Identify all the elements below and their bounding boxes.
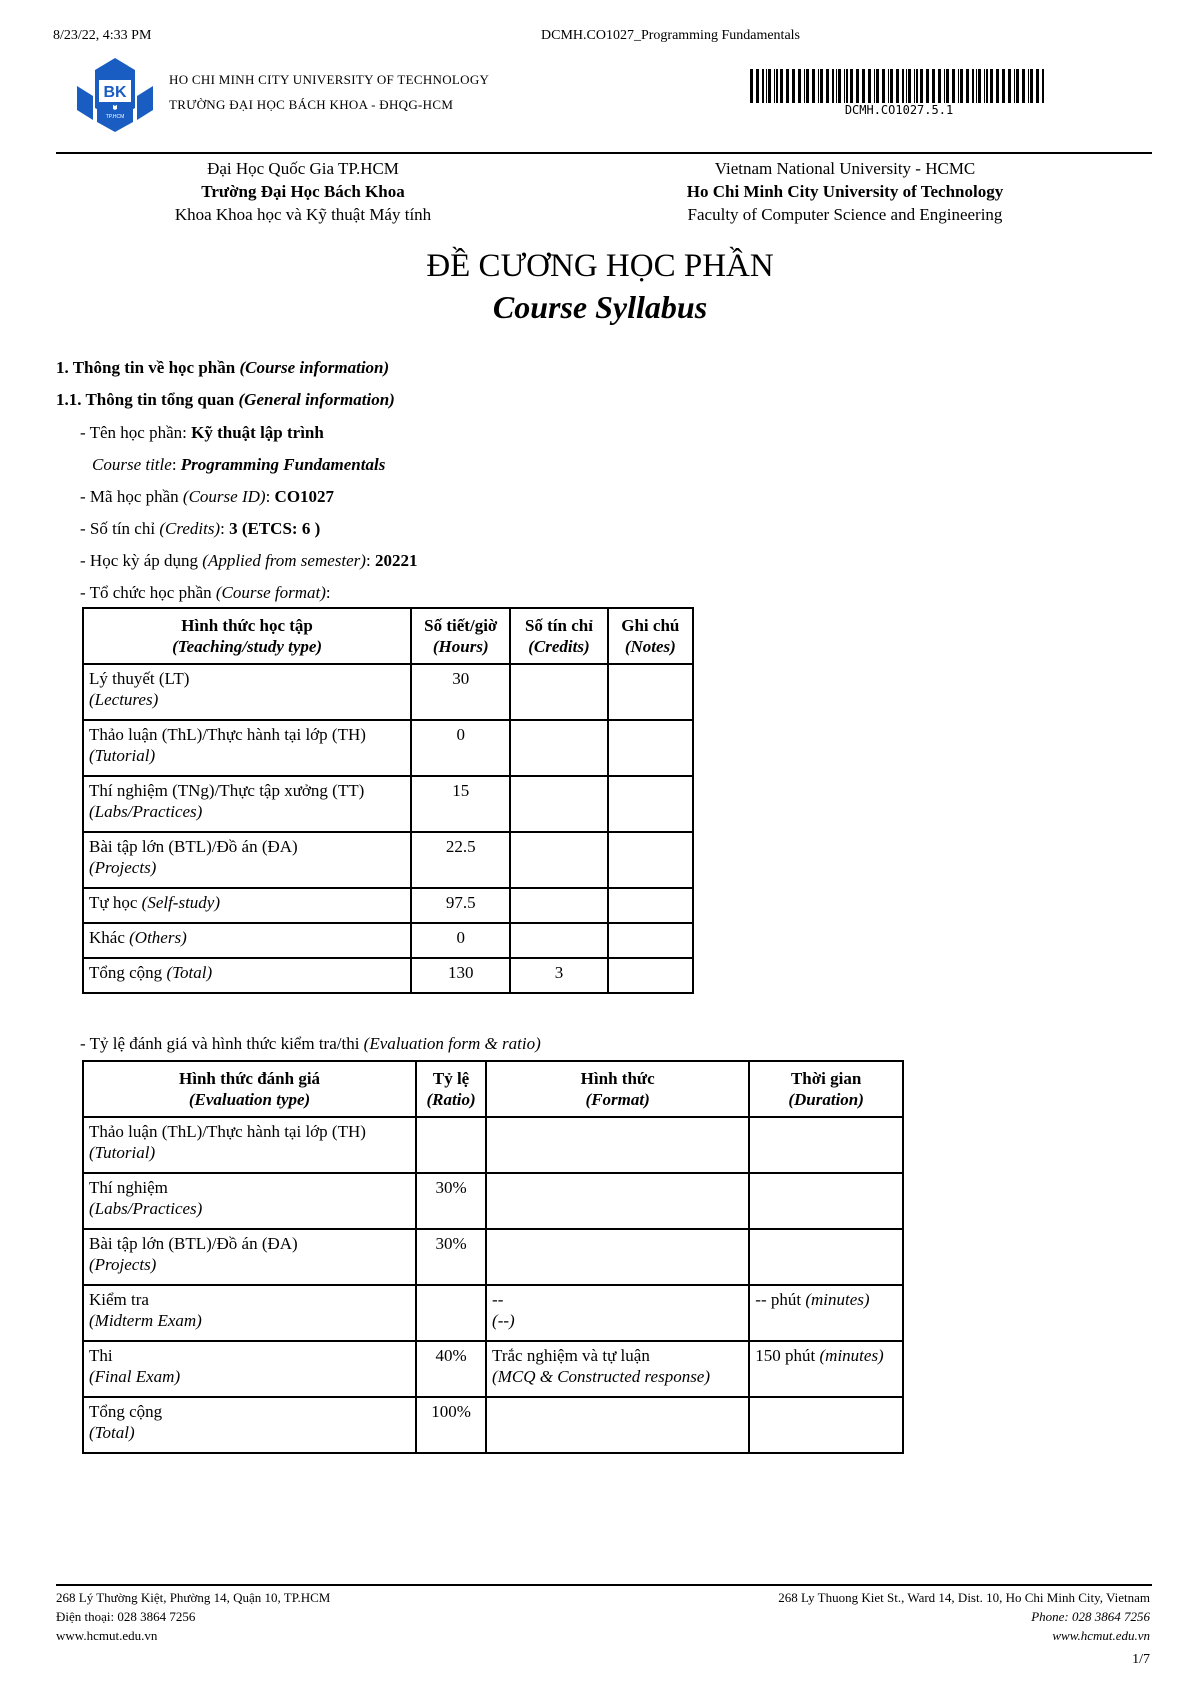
header-en: (Evaluation type)	[188, 1090, 311, 1109]
barcode-bar	[958, 69, 959, 103]
document-subtitle: Course Syllabus	[492, 289, 708, 325]
type-vn: Khác	[89, 928, 130, 947]
barcode-bar	[820, 69, 823, 103]
credits-value: 3 (ETCS: 6 )	[229, 519, 321, 538]
section-heading-en: (Course information)	[239, 358, 390, 377]
type-vn: Thi	[89, 1346, 113, 1365]
type-en: (Total)	[89, 1423, 135, 1442]
format-vn: Trắc nghiệm và tự luận	[492, 1346, 650, 1365]
type-vn: Thảo luận (ThL)/Thực hành tại lớp (TH)	[89, 1122, 366, 1141]
course-title-value: Programming Fundamentals	[180, 455, 386, 474]
type-vn: Bài tập lớn (BTL)/Đồ án (ĐA)	[89, 1234, 298, 1253]
footer-address-en: 268 Ly Thuong Kiet St., Ward 14, Dist. 10, Ho Chi Minh City, Vietnam	[778, 1590, 1150, 1605]
course-id-label: - Mã học phần	[80, 487, 183, 506]
subsection-heading-en: (General information)	[238, 390, 395, 409]
semester-sep: :	[365, 551, 375, 570]
ratio-cell	[416, 1117, 486, 1173]
teaching-header-notes	[608, 608, 693, 664]
eval-header-duration	[749, 1061, 903, 1117]
hours-cell: 30	[411, 664, 510, 720]
barcode-bar	[990, 69, 993, 103]
course-title-sep: :	[171, 455, 181, 474]
duration-cell	[749, 1173, 903, 1229]
header-en: (Format)	[585, 1090, 650, 1109]
type-vn: Thí nghiệm (TNg)/Thực tập xưởng (TT)	[89, 781, 365, 800]
credits-cell	[510, 888, 607, 923]
hours-cell: 97.5	[411, 888, 510, 923]
type-cell	[83, 1341, 416, 1397]
eval-header-type	[83, 1061, 416, 1117]
header-right	[660, 157, 1030, 226]
barcode-bar	[862, 69, 865, 103]
teaching-header-type	[83, 608, 411, 664]
format-en: (MCQ & Constructed response)	[492, 1367, 711, 1386]
university-name-vn: TRƯỜNG ĐẠI HỌC BÁCH KHOA - ĐHQG-HCM	[169, 97, 454, 112]
type-en: (Tutorial)	[89, 1143, 156, 1162]
type-en: (Midterm Exam)	[89, 1311, 202, 1330]
barcode-bar	[832, 69, 834, 103]
ratio-cell	[416, 1285, 486, 1341]
type-cell	[83, 1285, 416, 1341]
type-en: (Projects)	[89, 858, 157, 877]
notes-cell	[608, 776, 693, 832]
credits-cell	[510, 832, 607, 888]
evaluation-table	[82, 1060, 904, 1454]
credits-label-en: (Credits)	[159, 519, 221, 538]
barcode-bar	[1042, 69, 1044, 103]
barcode-bar	[944, 69, 945, 103]
barcode-bar	[984, 69, 985, 103]
header-vn: Số tín chỉ	[524, 616, 593, 635]
bk-logo	[73, 56, 157, 134]
hours-cell: 22.5	[411, 832, 510, 888]
table-row	[83, 1285, 903, 1341]
hours-cell: 0	[411, 720, 510, 776]
barcode-bar	[914, 69, 915, 103]
barcode-bar	[1022, 69, 1025, 103]
barcode-bar	[906, 69, 907, 103]
barcode-bar	[938, 69, 941, 103]
barcode-bar	[774, 69, 775, 103]
barcode-bar	[882, 69, 885, 103]
duration-value: -- phút	[755, 1290, 806, 1309]
type-cell	[83, 664, 411, 720]
footer-address-vn: 268 Lý Thường Kiệt, Phường 14, Quận 10, TP.HCM	[56, 1590, 331, 1605]
barcode-bar	[896, 69, 899, 103]
header-vn: Số tiết/giờ	[424, 616, 498, 635]
barcode-bar	[836, 69, 837, 103]
duration-cell	[749, 1285, 903, 1341]
table-row	[83, 888, 693, 923]
table-total-row	[83, 958, 693, 993]
header-right-line2: Ho Chi Minh City University of Technology	[686, 182, 1004, 201]
header-left-line1: Đại Học Quốc Gia TP.HCM	[207, 159, 399, 178]
barcode-bar	[1028, 69, 1029, 103]
duration-cell	[749, 1117, 903, 1173]
hours-cell: 130	[411, 958, 510, 993]
header-right-line3: Faculty of Computer Science and Engineering	[687, 205, 1003, 224]
barcode-bar	[966, 69, 969, 103]
barcode-bar	[986, 69, 988, 103]
table-row	[83, 1341, 903, 1397]
evaluation-label-en: (Evaluation form & ratio)	[363, 1034, 541, 1053]
barcode-bar	[960, 69, 963, 103]
barcode-bar	[766, 69, 767, 103]
ratio-cell: 30%	[416, 1173, 486, 1229]
teaching-header-credits	[510, 608, 607, 664]
barcode-bar	[932, 69, 935, 103]
type-vn: Bài tập lớn (BTL)/Đồ án (ĐA)	[89, 837, 298, 856]
header-vn: Tỷ lệ	[432, 1069, 470, 1088]
notes-cell	[608, 664, 693, 720]
table-row	[83, 776, 693, 832]
header-vn: Hình thức đánh giá	[179, 1069, 321, 1088]
semester-line	[80, 550, 417, 572]
type-cell	[83, 1173, 416, 1229]
course-title-line	[92, 454, 385, 476]
eval-header-ratio	[416, 1061, 486, 1117]
barcode-bar	[850, 69, 853, 103]
section-heading	[56, 357, 389, 379]
barcode-bar	[844, 69, 845, 103]
barcode-bar	[792, 69, 795, 103]
barcode-bar	[946, 69, 949, 103]
header-left	[148, 157, 458, 226]
hours-cell: 0	[411, 923, 510, 958]
logo-subtext: TP.HCM	[105, 114, 125, 120]
footer-left	[56, 1588, 330, 1645]
type-cell	[83, 720, 411, 776]
header-left-line2: Trường Đại Học Bách Khoa	[201, 182, 405, 201]
type-vn: Thí nghiệm	[89, 1178, 168, 1197]
type-vn: Kiểm tra	[89, 1290, 149, 1309]
header-left-line3: Khoa Khoa học và Kỹ thuật Máy tính	[174, 205, 432, 224]
footer-phone-vn: Điện thoại: 028 3864 7256	[56, 1609, 196, 1624]
type-cell	[83, 776, 411, 832]
format-vn: --	[492, 1290, 504, 1309]
document-title: ĐỀ CƯƠNG HỌC PHẦN	[426, 248, 774, 284]
table-total-row	[83, 1397, 903, 1453]
teaching-header-hours	[411, 608, 510, 664]
eval-header-format	[486, 1061, 749, 1117]
header-en: (Credits)	[528, 637, 590, 656]
duration-cell	[749, 1397, 903, 1453]
credits-line	[80, 518, 320, 540]
header-vn: Hình thức học tập	[181, 616, 313, 635]
evaluation-header-row	[83, 1061, 903, 1117]
type-en: (Labs/Practices)	[89, 802, 203, 821]
credits-cell	[510, 664, 607, 720]
type-en: (Others)	[129, 928, 187, 947]
course-name-line	[80, 422, 324, 444]
barcode-bar	[888, 69, 889, 103]
barcode-bar	[874, 69, 875, 103]
header-en: (Hours)	[432, 637, 489, 656]
barcode-bar	[750, 69, 753, 103]
credits-sep: :	[220, 519, 230, 538]
barcode-bar	[996, 69, 999, 103]
format-cell	[486, 1341, 749, 1397]
type-cell	[83, 923, 411, 958]
header-vn: Thời gian	[790, 1069, 862, 1088]
barcode-bar	[1016, 69, 1019, 103]
course-title-label: Course title	[92, 455, 172, 474]
barcode-bar	[978, 69, 981, 103]
evaluation-label: - Tỷ lệ đánh giá và hình thức kiểm tra/thi	[80, 1034, 364, 1053]
footer-website-link[interactable]: www.hcmut.edu.vn	[56, 1628, 158, 1643]
credits-cell: 3	[510, 958, 607, 993]
format-cell	[486, 1229, 749, 1285]
type-cell	[83, 1397, 416, 1453]
barcode-bar	[876, 69, 879, 103]
type-en: (Final Exam)	[89, 1367, 181, 1386]
duration-unit: (minutes)	[819, 1346, 884, 1365]
type-cell	[83, 832, 411, 888]
barcode-bar	[1008, 69, 1011, 103]
subsection-heading	[56, 389, 395, 411]
section-heading-vn: 1. Thông tin về học phần	[56, 358, 236, 377]
print-title: DCMH.CO1027_Programming Fundamentals	[541, 28, 800, 43]
table-row	[83, 1117, 903, 1173]
logo-text: BK	[103, 84, 127, 101]
type-en: (Self-study)	[141, 893, 221, 912]
notes-cell	[608, 958, 693, 993]
barcode-bar	[812, 69, 815, 103]
barcode-bar	[902, 69, 904, 103]
barcode-bar	[762, 69, 764, 103]
barcode-bar	[916, 69, 918, 103]
barcode-bar	[972, 69, 974, 103]
type-cell	[83, 1229, 416, 1285]
barcode-bar	[776, 69, 778, 103]
type-en: (Tutorial)	[89, 746, 156, 765]
barcode-bar	[804, 69, 805, 103]
barcode-bar	[818, 69, 819, 103]
header-en: (Duration)	[788, 1090, 864, 1109]
barcode-bar	[868, 69, 871, 103]
type-vn: Tự học	[89, 893, 142, 912]
course-format-label: - Tổ chức học phần	[80, 583, 216, 602]
header-vn: Ghi chú	[621, 616, 680, 635]
barcode-bar	[890, 69, 893, 103]
header-divider	[56, 152, 1152, 154]
format-cell	[486, 1117, 749, 1173]
teaching-table	[82, 607, 694, 994]
course-format-line	[80, 582, 331, 604]
barcode	[750, 69, 1048, 103]
footer-website-link-en[interactable]: www.hcmut.edu.vn	[1052, 1628, 1150, 1643]
format-en: (--)	[492, 1311, 515, 1330]
course-id-sep: :	[265, 487, 275, 506]
barcode-bar	[1036, 69, 1039, 103]
type-cell	[83, 958, 411, 993]
type-en: (Projects)	[89, 1255, 157, 1274]
notes-cell	[608, 720, 693, 776]
duration-unit: (minutes)	[805, 1290, 870, 1309]
teaching-header-row	[83, 608, 693, 664]
type-vn: Lý thuyết (LT)	[89, 669, 190, 688]
notes-cell	[608, 888, 693, 923]
table-row	[83, 1173, 903, 1229]
university-name-en: HO CHI MINH CITY UNIVERSITY OF TECHNOLOGY	[169, 72, 490, 87]
course-format-sep: :	[325, 583, 331, 602]
credits-label: - Số tín chỉ	[80, 519, 160, 538]
notes-cell	[608, 923, 693, 958]
barcode-bar	[838, 69, 841, 103]
header-vn: Hình thức	[580, 1069, 655, 1088]
course-name-label: - Tên học phần:	[80, 423, 192, 442]
type-vn: Thảo luận (ThL)/Thực hành tại lớp (TH)	[89, 725, 366, 744]
type-en: (Lectures)	[89, 690, 159, 709]
barcode-bar	[780, 69, 783, 103]
barcode-bar	[798, 69, 801, 103]
credits-cell	[510, 720, 607, 776]
ratio-cell: 40%	[416, 1341, 486, 1397]
table-row	[83, 923, 693, 958]
credits-cell	[510, 776, 607, 832]
evaluation-intro	[80, 1033, 541, 1055]
header-en: (Ratio)	[426, 1090, 476, 1109]
barcode-bar	[1014, 69, 1015, 103]
print-date: 8/23/22, 4:33 PM	[53, 28, 152, 43]
semester-value: 20221	[374, 551, 418, 570]
header-en: (Notes)	[624, 637, 676, 656]
footer-right	[778, 1588, 1150, 1645]
barcode-bar	[908, 69, 911, 103]
format-cell	[486, 1397, 749, 1453]
barcode-bar	[806, 69, 809, 103]
course-id-line	[80, 486, 334, 508]
duration-value: 150 phút	[755, 1346, 820, 1365]
type-en: (Total)	[166, 963, 213, 982]
barcode-bar	[756, 69, 759, 103]
barcode-bar	[786, 69, 789, 103]
hours-cell: 15	[411, 776, 510, 832]
header-right-line1: Vietnam National University - HCMC	[714, 159, 976, 178]
table-row	[83, 1229, 903, 1285]
type-cell	[83, 888, 411, 923]
type-en: (Labs/Practices)	[89, 1199, 203, 1218]
type-cell	[83, 1117, 416, 1173]
barcode-bar	[1030, 69, 1033, 103]
course-format-label-en: (Course format)	[215, 583, 326, 602]
duration-cell	[749, 1341, 903, 1397]
format-cell	[486, 1285, 749, 1341]
header-en: (Teaching/study type)	[172, 637, 323, 656]
notes-cell	[608, 832, 693, 888]
barcode-bar	[768, 69, 771, 103]
course-id-label-en: (Course ID)	[182, 487, 266, 506]
type-vn: Tổng cộng	[89, 963, 167, 982]
barcode-bar	[1002, 69, 1005, 103]
ratio-cell: 30%	[416, 1229, 486, 1285]
barcode-bar	[846, 69, 848, 103]
semester-label-en: (Applied from semester)	[202, 551, 366, 570]
table-row	[83, 664, 693, 720]
barcode-bar	[856, 69, 859, 103]
format-cell	[486, 1173, 749, 1229]
barcode-bar	[926, 69, 929, 103]
course-name-value: Kỹ thuật lập trình	[191, 423, 324, 442]
table-row	[83, 832, 693, 888]
semester-label: - Học kỳ áp dụng	[80, 551, 203, 570]
table-row	[83, 720, 693, 776]
duration-cell	[749, 1229, 903, 1285]
footer-phone-en: Phone: 028 3864 7256	[1031, 1609, 1150, 1624]
barcode-bar	[826, 69, 829, 103]
page-number: 1/7	[1132, 1652, 1150, 1667]
barcode-text: DCMH.CO1027.5.1	[844, 103, 954, 117]
course-id-value: CO1027	[274, 487, 335, 506]
ratio-cell: 100%	[416, 1397, 486, 1453]
type-vn: Tổng cộng	[89, 1402, 163, 1421]
barcode-bar	[920, 69, 923, 103]
footer-divider	[56, 1584, 1152, 1586]
barcode-bar	[952, 69, 955, 103]
credits-cell	[510, 923, 607, 958]
subsection-heading-vn: 1.1. Thông tin tổng quan	[56, 390, 235, 409]
barcode-bar	[976, 69, 977, 103]
